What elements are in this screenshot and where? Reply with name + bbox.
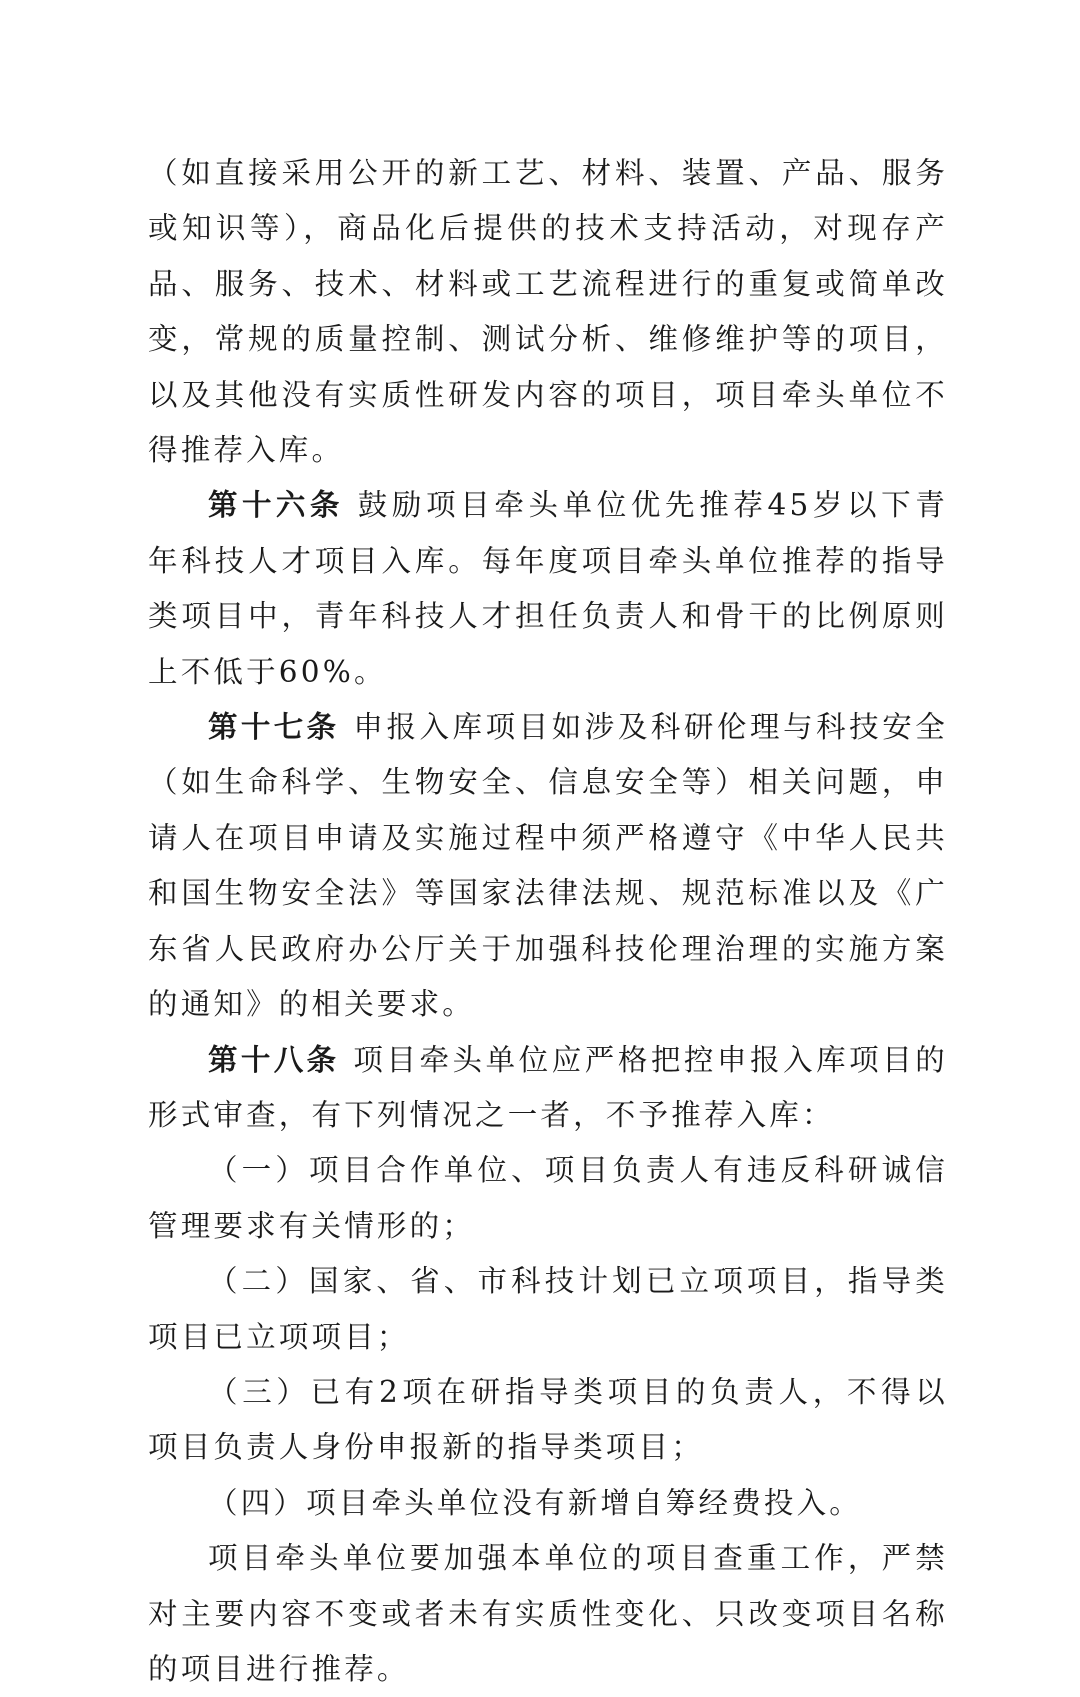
article-16 xyxy=(148,478,948,700)
paragraph-text: 项目牵头单位要加强本单位的项目查重工作，严禁对主要内容不变或者未有实质性变化、只改变项目名称的项目进行推荐。 xyxy=(148,1541,948,1686)
article-18 xyxy=(148,1033,948,1144)
closing-paragraph xyxy=(148,1531,948,1697)
paragraph-text: 申报入库项目如涉及科研伦理与科技安全（如生命科学、生物安全、信息安全等）相关问题，申请人在项目申请及实施过程中须严格遵守《中华人民共和国生物安全法》等国家法律法规、规范标准以及《广东省人民政府办公厅关于加强科技伦理治理的实施方案的通知》的相关要求。 xyxy=(148,710,948,1022)
list-item-1 xyxy=(148,1143,948,1254)
paragraph-continuation xyxy=(148,146,948,478)
article-label: 第十八条 xyxy=(208,1042,340,1077)
paragraph-text: 项目牵头单位应严格把控申报入库项目的形式审查，有下列情况之一者，不予推荐入库： xyxy=(148,1042,948,1132)
list-item-2 xyxy=(148,1254,948,1365)
paragraph-text: 鼓励项目牵头单位优先推荐45岁以下青年科技人才项目入库。每年度项目牵头单位推荐的指导类项目中，青年科技人才担任负责人和骨干的比例原则上不低于60%。 xyxy=(148,488,948,689)
document-body xyxy=(148,146,948,1697)
paragraph-text: （二）国家、省、市科技计划已立项项目，指导类项目已立项项目； xyxy=(148,1264,948,1354)
article-17 xyxy=(148,700,948,1032)
list-item-3 xyxy=(148,1365,948,1476)
article-label: 第十六条 xyxy=(208,488,344,523)
article-label: 第十七条 xyxy=(208,710,340,745)
paragraph-text: （三）已有2项在研指导类项目的负责人，不得以项目负责人身份申报新的指导类项目； xyxy=(148,1374,948,1465)
list-item-4 xyxy=(148,1476,948,1531)
paragraph-text: （如直接采用公开的新工艺、材料、装置、产品、服务或知识等），商品化后提供的技术支持活动，对现存产品、服务、技术、材料或工艺流程进行的重复或简单改变，常规的质量控制、测试分析、维修维护等的项目，以及其他没有实质性研发内容的项目，项目牵头单位不得推荐入库。 xyxy=(148,156,948,468)
paragraph-text: （四）项目牵头单位没有新增自筹经费投入。 xyxy=(208,1485,863,1520)
paragraph-text: （一）项目合作单位、项目负责人有违反科研诚信管理要求有关情形的； xyxy=(148,1153,948,1243)
